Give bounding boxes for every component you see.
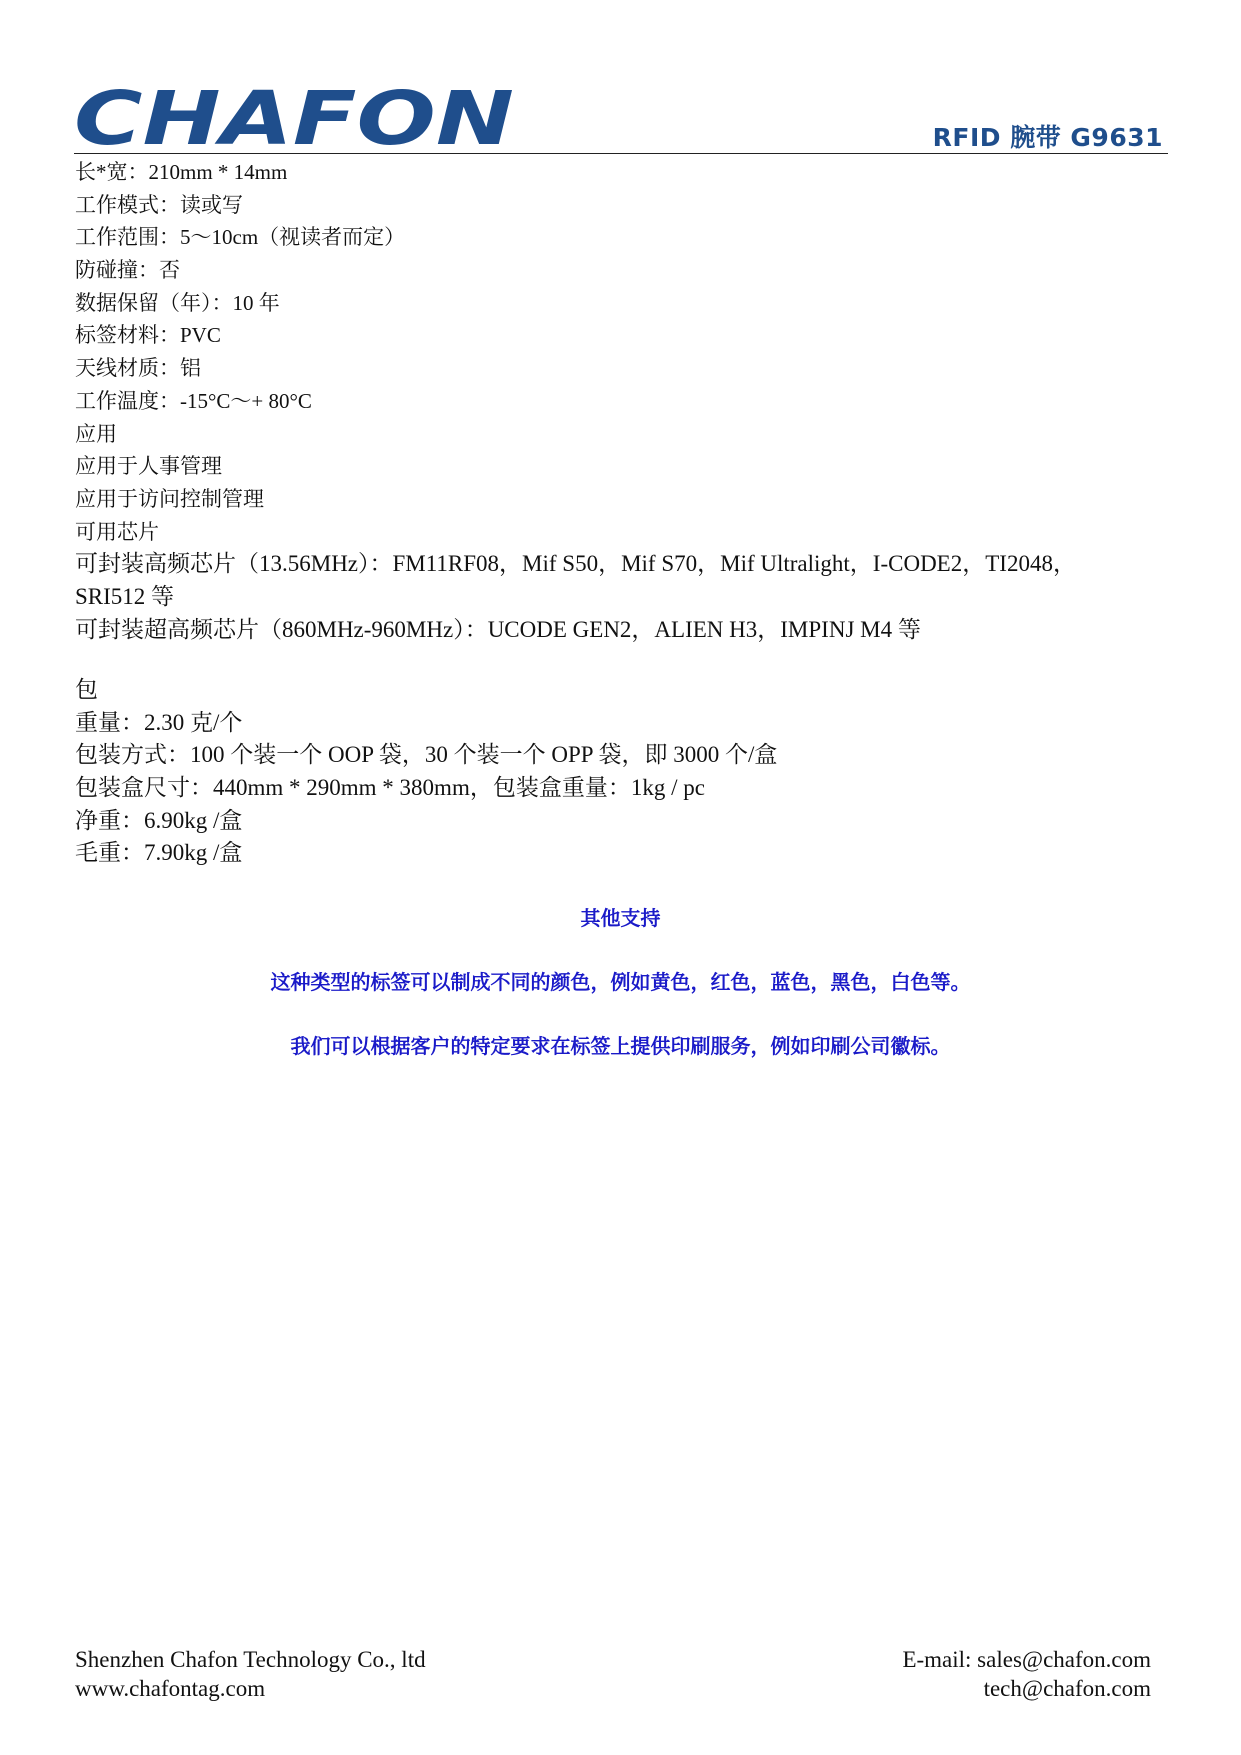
spec-range: 工作范围：5～10cm（视读者而定） [75, 225, 406, 250]
package-section [75, 674, 1175, 870]
chafon-logo [74, 88, 516, 148]
spec-temperature: 工作温度：-15°C～+ 80°C [75, 388, 312, 413]
support-printing: 我们可以根据客户的特定要求在标签上提供印刷服务，例如印刷公司徽标。 [290, 1034, 951, 1058]
spec-mode: 工作模式：读或写 [75, 192, 243, 217]
document-title: RFID 腕带 G9631 [932, 123, 1163, 152]
specifications [75, 156, 1175, 646]
application-personnel: 应用于人事管理 [75, 454, 222, 479]
application-access-control: 应用于访问控制管理 [75, 486, 264, 511]
package-packing: 包装方式：100 个装一个 OOP 袋，30 个装一个 OPP 袋，即 3000 个/盒 [75, 742, 778, 768]
package-box-size: 包装盒尺寸：440mm * 290mm * 380mm，包装盒重量：1kg / pc [75, 775, 705, 801]
package-net-weight: 净重：6.90kg /盒 [75, 807, 243, 833]
footer-left [75, 1645, 426, 1703]
spec-size: 长*宽：210mm * 14mm [75, 160, 288, 184]
logo-text: CHAFON [74, 88, 514, 148]
package-weight: 重量：2.30 克/个 [75, 709, 243, 735]
footer-website[interactable]: www.chafontag.com [75, 1676, 266, 1701]
package-gross-weight: 毛重：7.90kg /盒 [75, 840, 243, 866]
support-title: 其他支持 [580, 906, 661, 930]
spec-material: 标签材料：PVC [75, 323, 221, 348]
chips-uhf: 可封装超高频芯片（860MHz-960MHz）：UCODE GEN2，ALIEN H3，IMPINJ M4 等 [75, 616, 921, 642]
chips-heading: 可用芯片 [75, 519, 159, 544]
footer-right [902, 1645, 1151, 1703]
footer-company: Shenzhen Chafon Technology Co., ltd [75, 1647, 426, 1672]
header-divider [74, 153, 1168, 154]
footer-email-sales[interactable]: E-mail: sales@chafon.com [902, 1647, 1151, 1672]
chips-hf-line2: SRI512 等 [75, 583, 175, 609]
application-heading: 应用 [75, 421, 117, 446]
package-heading: 包 [75, 677, 98, 702]
support-colors: 这种类型的标签可以制成不同的颜色，例如黄色，红色，蓝色，黑色，白色等。 [270, 970, 971, 994]
spec-data-retention: 数据保留（年）：10 年 [75, 290, 280, 315]
spec-anticollision: 防碰撞：否 [75, 258, 180, 283]
footer-email-tech[interactable]: tech@chafon.com [983, 1676, 1151, 1701]
chips-hf-line1: 可封装高频芯片（13.56MHz）：FM11RF08，Mif S50，Mif S70，Mif Ultralight，I-CODE2，TI2048， [75, 551, 1076, 577]
spec-antenna: 天线材质：铝 [75, 356, 201, 381]
